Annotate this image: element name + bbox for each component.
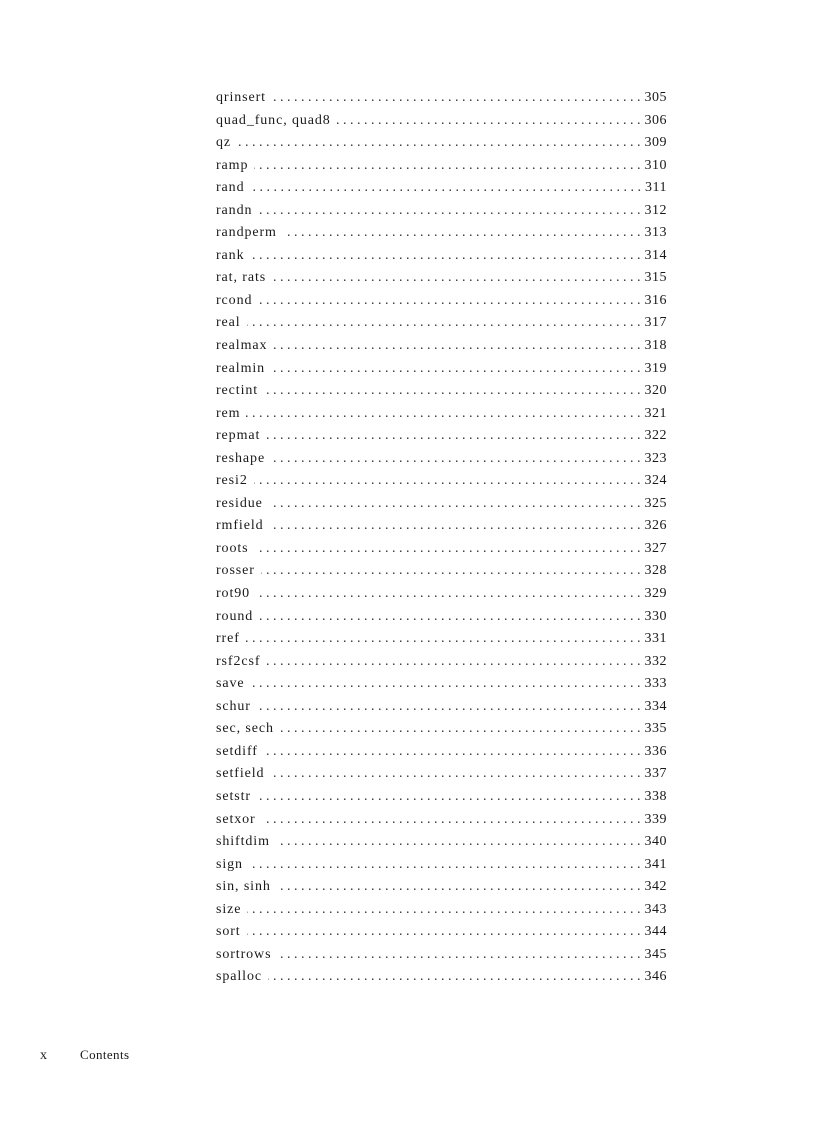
toc-dot-leader: [271, 358, 640, 381]
toc-dot-leader: [258, 290, 640, 313]
toc-entry-page-number: 323: [644, 450, 667, 466]
toc-entry-title: size: [216, 901, 242, 917]
toc-entry-title: rat, rats: [216, 270, 267, 286]
toc-dot-leader: [261, 560, 641, 583]
toc-entry-page-number: 335: [644, 721, 667, 737]
toc-entry[interactable]: [216, 132, 667, 155]
toc-entry-title: rsf2csf: [216, 653, 261, 669]
toc-dot-leader: [250, 177, 641, 200]
toc-entry-title: realmax: [216, 338, 268, 354]
toc-entry-page-number: 319: [644, 360, 667, 376]
toc-entry[interactable]: [216, 267, 667, 290]
toc-entry-title: sin, sinh: [216, 879, 271, 895]
toc-entry-title: sec, sech: [216, 721, 274, 737]
toc-entry-page-number: 332: [644, 653, 667, 669]
toc-entry[interactable]: [216, 335, 667, 358]
toc-dot-leader: [271, 448, 640, 471]
toc-entry[interactable]: [216, 177, 667, 200]
toc-entry-page-number: 305: [644, 90, 667, 105]
toc-entry-page-number: 311: [645, 180, 667, 196]
toc-dot-leader: [270, 763, 640, 786]
toc-entry-title: resi2: [216, 473, 248, 489]
toc-entry[interactable]: [216, 673, 667, 696]
toc-dot-leader: [337, 110, 641, 133]
toc-entry[interactable]: [216, 538, 667, 561]
toc-dot-leader: [237, 132, 640, 155]
toc-dot-leader: [264, 741, 641, 764]
toc-entry[interactable]: [216, 87, 667, 110]
toc-dot-leader: [266, 651, 640, 674]
toc-dot-leader: [262, 809, 641, 832]
toc-entry-title: setfield: [216, 766, 265, 782]
toc-entry[interactable]: [216, 966, 667, 989]
toc-entry-page-number: 327: [644, 540, 667, 556]
toc-entry[interactable]: [216, 200, 667, 223]
toc-dot-leader: [269, 493, 641, 516]
toc-entry[interactable]: [216, 448, 667, 471]
toc-entry-title: rcond: [216, 292, 253, 308]
toc-dot-leader: [250, 673, 640, 696]
toc-entry-page-number: 334: [644, 698, 667, 714]
toc-entry-page-number: 326: [644, 518, 667, 534]
toc-dot-leader: [247, 312, 641, 335]
toc-entry-title: rectint: [216, 383, 259, 399]
toc-entry-page-number: 328: [644, 563, 667, 579]
toc-dot-leader: [246, 403, 640, 426]
toc-entry[interactable]: [216, 290, 667, 313]
toc-dot-leader: [280, 718, 641, 741]
toc-entry-page-number: 312: [644, 202, 667, 218]
toc-entry[interactable]: [216, 651, 667, 674]
toc-entry-page-number: 342: [644, 879, 667, 895]
toc-entry-title: shiftdim: [216, 834, 270, 850]
toc-entry-title: randperm: [216, 225, 277, 241]
toc-entry-page-number: 344: [644, 924, 667, 940]
toc-entry[interactable]: [216, 606, 667, 629]
toc-entry[interactable]: [216, 628, 667, 651]
toc-entry-page-number: 317: [644, 315, 667, 331]
toc-dot-leader: [255, 538, 641, 561]
toc-entry[interactable]: [216, 786, 667, 809]
toc-entry-page-number: 314: [644, 247, 667, 263]
toc-dot-leader: [247, 921, 641, 944]
toc-entry-title: round: [216, 608, 254, 624]
toc-entry-title: reshape: [216, 450, 266, 466]
toc-entry[interactable]: [216, 110, 667, 133]
toc-entry-page-number: 336: [644, 743, 667, 759]
toc-entry-title: save: [216, 676, 245, 692]
toc-entry[interactable]: [216, 763, 667, 786]
toc-entry-page-number: 340: [644, 834, 667, 850]
toc-entry[interactable]: [216, 718, 667, 741]
toc-dot-leader: [272, 267, 640, 290]
toc-entry-title: rot90: [216, 586, 251, 602]
toc-entry-title: rank: [216, 247, 245, 263]
toc-entry-title: rosser: [216, 563, 255, 579]
toc-entry[interactable]: [216, 380, 667, 403]
toc-entry[interactable]: [216, 854, 667, 877]
toc-entry[interactable]: [216, 899, 667, 922]
toc-entry-title: quad_func, quad8: [216, 112, 331, 128]
toc-entry[interactable]: [216, 312, 667, 335]
toc-entry-title: schur: [216, 698, 251, 714]
toc-entry-page-number: 316: [644, 292, 667, 308]
toc-entry-title: randn: [216, 202, 253, 218]
toc-dot-leader: [247, 899, 640, 922]
toc-dot-leader: [258, 200, 640, 223]
toc-dot-leader: [277, 876, 641, 899]
toc-entry-title: setxor: [216, 811, 256, 827]
toc-entry-title: residue: [216, 495, 263, 511]
toc-entry-title: setstr: [216, 788, 251, 804]
toc-entry-page-number: 315: [644, 270, 667, 286]
toc-entry-page-number: 337: [644, 766, 667, 782]
toc-entry-page-number: 318: [644, 338, 667, 354]
toc-entry[interactable]: [216, 921, 667, 944]
page-footer: [40, 1047, 129, 1064]
toc-entry-title: qz: [216, 135, 232, 151]
toc-dot-leader: [246, 628, 641, 651]
toc-entry-title: real: [216, 315, 241, 331]
toc-entry-title: qrinsert: [216, 90, 266, 105]
toc-dot-leader: [276, 831, 641, 854]
toc-entry[interactable]: [216, 696, 667, 719]
toc-entry-title: roots: [216, 540, 249, 556]
toc-entry-page-number: 345: [644, 946, 667, 962]
toc-entry-title: ramp: [216, 157, 249, 173]
toc-entry-page-number: 321: [644, 405, 667, 421]
toc-entry[interactable]: [216, 944, 667, 967]
toc-entry-page-number: 333: [644, 676, 667, 692]
toc-entry[interactable]: [216, 583, 667, 606]
toc-entry[interactable]: [216, 222, 667, 245]
toc-entry[interactable]: [216, 876, 667, 899]
footer-section-title: Contents: [80, 1047, 130, 1062]
toc-dot-leader: [256, 583, 640, 606]
toc-entry[interactable]: [216, 470, 667, 493]
toc-entry[interactable]: [216, 493, 667, 516]
toc-dot-leader: [266, 425, 640, 448]
toc-dot-leader: [264, 380, 640, 403]
toc-entry[interactable]: [216, 358, 667, 381]
toc-entry-page-number: 329: [644, 586, 667, 602]
toc-entry-page-number: 346: [644, 969, 667, 985]
toc-entry[interactable]: [216, 741, 667, 764]
toc-dot-leader: [250, 245, 640, 268]
toc-entry[interactable]: [216, 560, 667, 583]
toc-entry[interactable]: [216, 155, 667, 178]
toc-entry-page-number: 310: [644, 157, 667, 173]
toc-dot-leader: [283, 222, 641, 245]
toc-entry-page-number: 322: [644, 428, 667, 444]
toc-entry-page-number: 338: [644, 788, 667, 804]
toc-entry-title: rmfield: [216, 518, 264, 534]
toc-dot-leader: [254, 155, 640, 178]
toc-entry-page-number: 341: [644, 856, 667, 872]
toc-entry-page-number: 330: [644, 608, 667, 624]
toc-entry[interactable]: [216, 403, 667, 426]
toc-entry-page-number: 343: [644, 901, 667, 917]
toc-dot-leader: [259, 606, 640, 629]
toc-dot-leader: [268, 966, 641, 989]
toc-entry-title: setdiff: [216, 743, 258, 759]
toc-entry-page-number: 320: [644, 383, 667, 399]
toc-dot-leader: [257, 696, 641, 719]
toc-entry-page-number: 313: [644, 225, 667, 241]
toc-entry-title: rem: [216, 405, 241, 421]
toc-entry-title: sign: [216, 856, 243, 872]
toc-entry[interactable]: [216, 515, 667, 538]
toc-entry-title: realmin: [216, 360, 266, 376]
toc-dot-leader: [273, 335, 640, 358]
toc-dot-leader: [249, 854, 641, 877]
table-of-contents: [216, 87, 667, 989]
toc-dot-leader: [270, 515, 641, 538]
toc-dot-leader: [277, 944, 640, 967]
toc-dot-leader: [257, 786, 641, 809]
toc-entry-title: rref: [216, 631, 240, 647]
toc-entry-title: sortrows: [216, 946, 272, 962]
toc-entry-page-number: 339: [644, 811, 667, 827]
toc-entry-page-number: 331: [644, 631, 667, 647]
toc-entry-title: spalloc: [216, 969, 262, 985]
toc-dot-leader: [272, 87, 641, 110]
toc-entry-page-number: 324: [644, 473, 667, 489]
toc-entry-title: rand: [216, 180, 245, 196]
toc-dot-leader: [254, 470, 641, 493]
toc-entry-page-number: 309: [644, 135, 667, 151]
footer-page-number: x: [40, 1048, 48, 1063]
toc-entry-page-number: 306: [644, 112, 667, 128]
toc-entry-page-number: 325: [644, 495, 667, 511]
toc-entry-title: sort: [216, 924, 241, 940]
toc-entry[interactable]: [216, 809, 667, 832]
toc-entry[interactable]: [216, 245, 667, 268]
toc-entry-title: repmat: [216, 428, 261, 444]
toc-entry[interactable]: [216, 831, 667, 854]
toc-entry[interactable]: [216, 425, 667, 448]
